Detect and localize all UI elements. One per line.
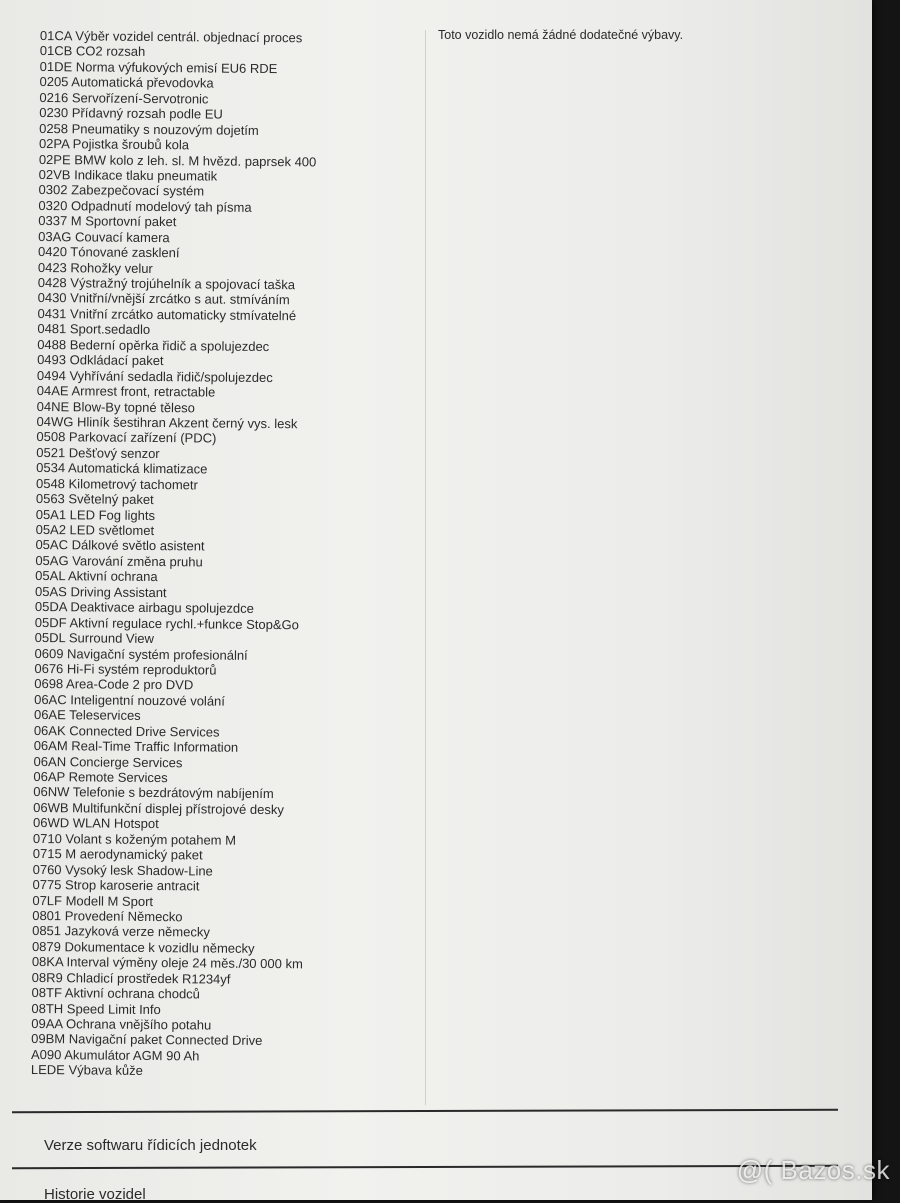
equipment-item: 02PE BMW kolo z leh. sl. M hvězd. paprsek 400 — [38, 151, 317, 169]
equipment-item: 05A2 LED světlomet — [35, 521, 155, 539]
equipment-item: 09BM Navigační paket Connected Drive — [31, 1031, 263, 1049]
no-additional-equipment-note: Toto vozidlo nemá žádné dodatečné výbavy. — [438, 28, 684, 42]
software-versions-title: Verze softwaru řídicích jednotek — [44, 1137, 257, 1154]
equipment-item: 06WD WLAN Hotspot — [32, 815, 159, 832]
equipment-item: 0534 Automatická klimatizace — [36, 460, 208, 477]
section-rule-bottom — [12, 1165, 838, 1169]
equipment-item: 05AC Dálkové světlo asistent — [35, 537, 205, 554]
equipment-item: 0801 Provedení Německo — [32, 907, 183, 925]
equipment-item: 08TH Speed Limit Info — [31, 1000, 161, 1017]
equipment-item: 0521 Dešťový senzor — [36, 444, 160, 461]
equipment-item: 0698 Area-Code 2 pro DVD — [34, 676, 194, 693]
equipment-item: 08TF Aktivní ochrana chodců — [31, 985, 201, 1002]
equipment-item: 0428 Výstražný trojúhelník a spojovací taška — [37, 274, 296, 293]
equipment-item: 0320 Odpadnutí modelový tah písma — [38, 197, 252, 215]
column-divider — [425, 30, 426, 1105]
equipment-item: 0488 Bederní opěrka řidič a spolujezdec — [37, 336, 270, 354]
equipment-item: 04WG Hliník šestihran Akzent černý vys. lesk — [36, 413, 298, 432]
equipment-item: 06WB Multifunkční displej přístrojové desky — [33, 799, 284, 818]
watermark-bazos: @( Bazos.sk — [736, 1155, 890, 1185]
equipment-item: 0431 Vnitřní zrcátko automaticky stmívatelné — [37, 305, 297, 324]
equipment-item: 06AE Teleservices — [33, 707, 141, 724]
equipment-item: 08R9 Chladicí prostředek R1234yf — [31, 969, 231, 987]
equipment-item: 0481 Sport.sedadlo — [37, 321, 151, 338]
equipment-item: 06AC Inteligentní nouzové volání — [34, 691, 226, 709]
equipment-item: 0493 Odkládací paket — [37, 352, 164, 369]
equipment-item: A090 Akumulátor AGM 90 Ah — [30, 1046, 200, 1064]
equipment-item: 0609 Navigační systém profesionální — [34, 645, 248, 663]
equipment-item: 0258 Pneumatiky s nouzovým dojetím — [39, 120, 259, 138]
equipment-item: 01DE Norma výfukových emisí EU6 RDE — [39, 58, 278, 76]
equipment-item: 05A1 LED Fog lights — [35, 506, 156, 523]
equipment-item: 0676 Hi-Fi systém reproduktorů — [34, 660, 217, 678]
equipment-item: LEDE Výbava kůže — [30, 1062, 143, 1079]
equipment-item: 0494 Vyhřívání sedadla řidič/spolujezdec — [36, 367, 273, 385]
equipment-item: 06AP Remote Services — [33, 768, 168, 786]
equipment-item: 0423 Rohožky velur — [37, 259, 153, 276]
equipment-item: 01CA Výběr vozidel centrál. objednací proces — [39, 28, 303, 46]
equipment-item: 06AN Concierge Services — [33, 753, 183, 770]
equipment-item: 06AM Real-Time Traffic Information — [33, 738, 239, 755]
equipment-item: 04NE Blow-By topné těleso — [36, 398, 196, 415]
equipment-item: 01CB CO2 rozsah — [39, 43, 146, 60]
equipment-item: 0710 Volant s koženým potahem M — [32, 830, 237, 848]
equipment-item: 04AE Armrest front, retractable — [36, 383, 216, 400]
equipment-item: 0420 Tónované zasklení — [37, 244, 180, 261]
equipment-item: 0851 Jazyková verze německy — [32, 923, 210, 940]
equipment-item: 0548 Kilometrový tachometr — [35, 475, 198, 493]
equipment-item: 05AG Varování změna pruhu — [35, 552, 203, 570]
equipment-item: 05AS Driving Assistant — [35, 583, 167, 600]
equipment-item: 0563 Světelný paket — [35, 491, 154, 508]
equipment-item: 06AK Connected Drive Services — [33, 722, 220, 740]
equipment-item: 0508 Parkovací zařízení (PDC) — [36, 429, 217, 446]
equipment-item: 0205 Automatická převodovka — [39, 74, 214, 91]
equipment-item: 05DF Aktivní regulace rychl.+funkce Stop&Go — [34, 614, 299, 632]
equipment-item: 02PA Pojistka šroubů kola — [38, 136, 190, 153]
equipment-item: 08KA Interval výměny oleje 24 měs./30 000 km — [31, 954, 303, 972]
equipment-item: 0230 Přídavný rozsah podle EU — [39, 105, 223, 122]
equipment-item: 05DA Deaktivace airbagu spolujezdce — [34, 599, 254, 617]
equipment-list — [31, 28, 420, 1081]
equipment-item: 0430 Vnitřní/vnější zrcátko s aut. stmíváním — [37, 290, 290, 308]
equipment-item: 0879 Dokumentace k vozidlu německy — [31, 938, 255, 956]
section-rule-top — [12, 1109, 838, 1113]
equipment-item: 09AA Ochrana vnějšího potahu — [31, 1015, 212, 1033]
equipment-item: 0775 Strop karoserie antracit — [32, 877, 200, 894]
equipment-item: 05DL Surround View — [34, 630, 154, 647]
equipment-item: 0337 M Sportovní paket — [38, 213, 177, 230]
vehicle-history-title: Historie vozidel — [44, 1186, 146, 1203]
equipment-item: 06NW Telefonie s bezdrátovým nabíjením — [33, 784, 274, 802]
equipment-item: 03AG Couvací kamera — [38, 228, 170, 245]
equipment-item: 0715 M aerodynamický paket — [32, 846, 203, 863]
equipment-item: 0302 Zabezpečovací systém — [38, 182, 205, 199]
equipment-item: 07LF Modell M Sport — [32, 892, 154, 909]
equipment-item: 05AL Aktivní ochrana — [35, 568, 158, 585]
equipment-item: 0760 Vysoký lesk Shadow-Line — [32, 861, 213, 879]
equipment-item: 0216 Servořízení-Servotronic — [39, 89, 209, 107]
equipment-item: 02VB Indikace tlaku pneumatik — [38, 166, 218, 184]
